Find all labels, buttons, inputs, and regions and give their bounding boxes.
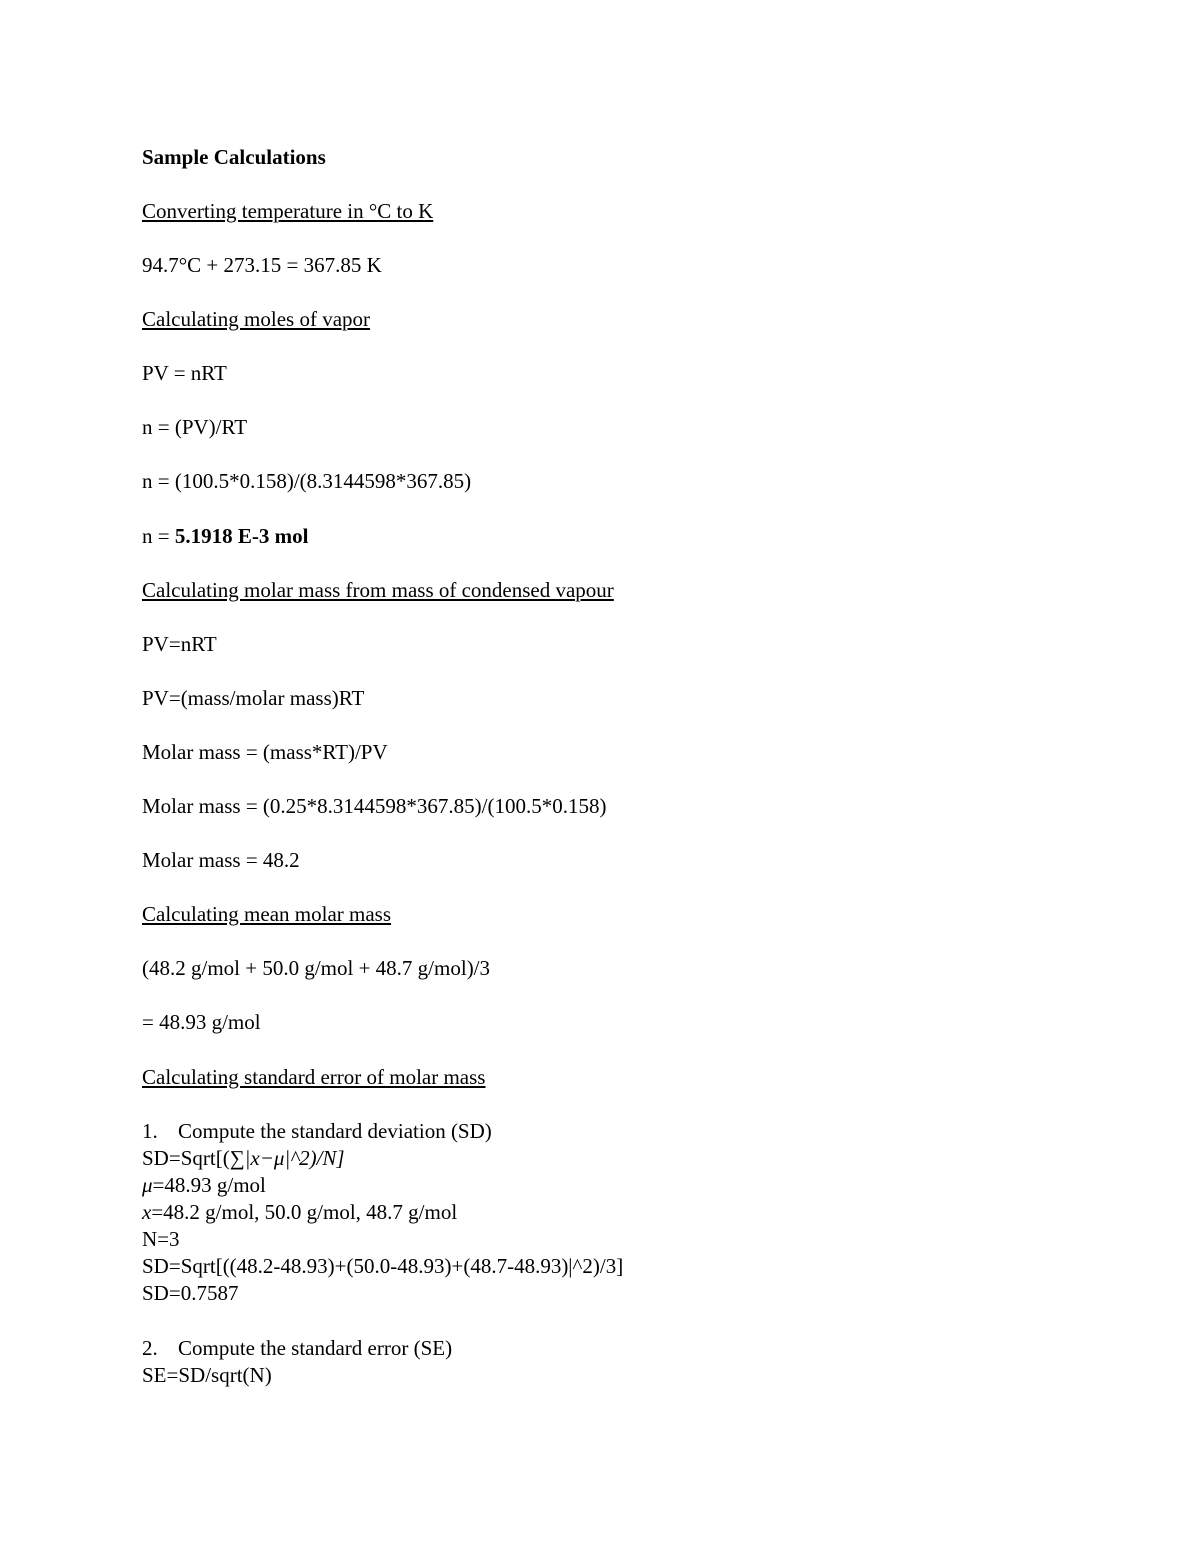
heading-standard-error: Calculating standard error of molar mass: [142, 1065, 486, 1089]
heading-moles-of-vapor: Calculating moles of vapor: [142, 307, 371, 331]
ideal-gas-law: PV = nRT: [142, 361, 227, 385]
mean-calculation: (48.2 g/mol + 50.0 g/mol + 48.7 g/mol)/3: [142, 956, 491, 980]
molar-mass-result: Molar mass = 48.2: [142, 848, 300, 872]
moles-result-value: 5.1918 E-3 mol: [174, 524, 309, 548]
step-2-text: Compute the standard error (SE): [178, 1336, 453, 1360]
moles-substitution: n = (100.5*0.158)/(8.3144598*367.85): [142, 469, 472, 493]
heading-molar-mass: Calculating molar mass from mass of condensed vapour: [142, 578, 614, 602]
step-2: [142, 1335, 452, 1361]
mu-definition: [142, 1172, 266, 1198]
step-1-number: 1.: [142, 1119, 158, 1143]
molar-mass-substitution: Molar mass = (0.25*8.3144598*367.85)/(100.5*0.158): [142, 794, 607, 818]
n-definition: N=3: [142, 1227, 180, 1251]
sd-formula-sum: ∑|x−μ|^2)/N]: [229, 1146, 345, 1170]
step-1-text: Compute the standard deviation (SD): [178, 1119, 492, 1143]
heading-temperature-conversion: Converting temperature in °C to K: [142, 199, 434, 223]
sd-result: SD=0.7587: [142, 1281, 239, 1305]
molar-mass-relation: PV=(mass/molar mass)RT: [142, 686, 365, 710]
moles-result-prefix: n =: [142, 524, 175, 548]
moles-formula: n = (PV)/RT: [142, 415, 248, 439]
step-1: [142, 1118, 492, 1144]
mean-result: = 48.93 g/mol: [142, 1010, 261, 1034]
moles-result: [142, 523, 308, 549]
x-symbol: x: [142, 1200, 152, 1224]
molar-ideal-gas-law: PV=nRT: [142, 632, 217, 656]
se-formula: SE=SD/sqrt(N): [142, 1363, 272, 1387]
x-definition: [142, 1199, 457, 1225]
sd-formula-start: SD=Sqrt[(: [142, 1146, 230, 1170]
molar-mass-formula: Molar mass = (mass*RT)/PV: [142, 740, 388, 764]
document-title: Sample Calculations: [142, 145, 326, 169]
mu-symbol: μ: [142, 1173, 153, 1197]
temperature-equation: 94.7°C + 273.15 = 367.85 K: [142, 253, 382, 277]
sd-formula: [142, 1145, 345, 1171]
x-values: =48.2 g/mol, 50.0 g/mol, 48.7 g/mol: [151, 1200, 458, 1224]
sd-calculation: SD=Sqrt[((48.2-48.93)+(50.0-48.93)+(48.7-48.93)|^2)/3]: [142, 1254, 624, 1278]
mu-value: =48.93 g/mol: [152, 1173, 266, 1197]
heading-mean-molar-mass: Calculating mean molar mass: [142, 902, 392, 926]
step-2-number: 2.: [142, 1336, 158, 1360]
